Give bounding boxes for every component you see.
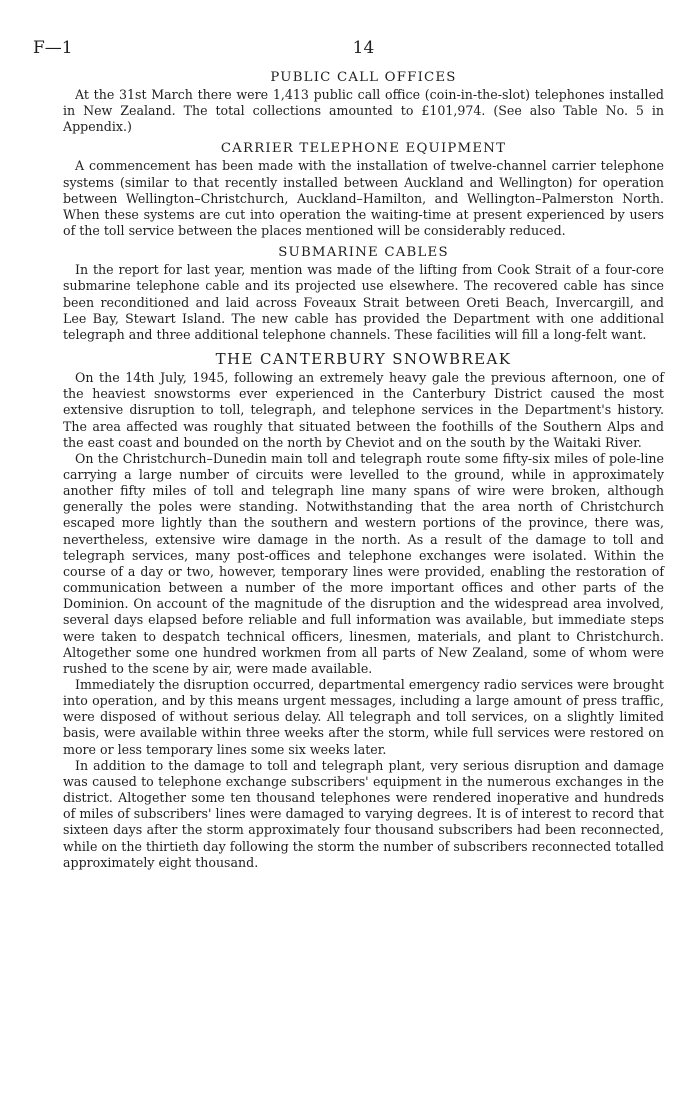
section-public-call-offices [63, 70, 664, 135]
paragraph: On the 14th July, 1945, following an extremely heavy gale the previous afternoon, one of the heaviest snowstorms ever experienced in the Canterbury District caused the most extensive disruption to toll, telegraph, and telephone services in the Department's history. The area affected was roughly that situated between the foothills of the Southern Alps and the east coast and bounded on the north by Cheviot and on the south by the Waitaki River. [63, 370, 664, 450]
page-number: 14 [352, 38, 375, 58]
section-heading: PUBLIC CALL OFFICES [270, 70, 457, 85]
section-heading: SUBMARINE CABLES [278, 245, 449, 261]
section-heading: CARRIER TELEPHONE EQUIPMENT [220, 141, 507, 157]
paragraph: In addition to the damage to toll and telegraph plant, very serious disruption and damage was caused to telephone exchange subscribers' equipment in the numerous exchanges in the district. Altogether some ten thousand telephones were rendered inoperative and hundreds of miles of subscribers' lines were damaged to varying degrees. It is of interest to record that sixteen days after the storm approximately four thousand subscribers had been reconnected, while on the thirtieth day following the storm the number of subscribers reconnected totalled approximately eight thousand. [63, 757, 664, 870]
section-submarine-cables [63, 245, 664, 343]
section-canterbury-snowbreak [63, 350, 664, 871]
paragraph: Immediately the disruption occurred, departmental emergency radio services were brought into operation, and by this means urgent messages, including a large amount of press traffic, were disposed of without serious delay. All telegraph and toll services, on a slightly limited basis, were available within three weeks after the storm, while full services were restored on more or less temporary lines some six weeks later. [63, 677, 664, 757]
section-heading: THE CANTERBURY SNOWBREAK [215, 350, 512, 369]
paragraph: A commencement has been made with the installation of twelve-channel carrier telephone systems (similar to that recently installed between Auckland and Wellington) for operation between Wellington–Christchurch, Auckland–Hamilton, and Wellington–Palmerston North. When these systems are cut into operation the waiting-time at present experienced by users of the toll service between the places mentioned will be considerably reduced. [63, 158, 664, 239]
document-reference: F—1 [33, 38, 73, 58]
paragraph: In the report for last year, mention was made of the lifting from Cook Strait of a four-core submarine telephone cable and its projected use elsewhere. The recovered cable has since been reconditioned and laid across Foveaux Strait between Oreti Beach, Invercargill, and Lee Bay, Stewart Island. The new cable has provided the Department with one additional telegraph and three additional telephone channels. These facilities will fill a long-felt want. [63, 262, 664, 342]
paragraph: On the Christchurch–Dunedin main toll and telegraph route some fifty-six miles of pole-line carrying a large number of circuits were levelled to the ground, while in approximately another fifty miles of toll and telegraph line many spans of wire were broken, although generally the poles were standing. Notwithstanding that the area north of Christchurch escaped more lightly than the southern and western portions of the province, there was, nevertheless, extensive wire damage in the north. As a result of the damage to toll and telegraph services, many post-offices and telephone exchanges were isolated. Within the course of a day or two, however, temporary lines were provided, enabling the restoration of communication between a number of the more important offices and other parts of the Dominion. On account of the magnitude of the disruption and the widespread area involved, several days elapsed before reliable and full information was available, but immediate steps were taken to despatch technical officers, linesmen, materials, and plant to Christchurch. Altogether some one hundred workmen from all parts of New Zealand, some of whom were rushed to the scene by air, were made available. [63, 450, 664, 676]
section-carrier-telephone-equipment [63, 141, 664, 239]
paragraph: At the 31st March there were 1,413 public call office (coin-in-the-slot) telephones installed in New Zealand. The total collections amounted to £101,974. (See also Table No. 5 in Appendix.) [63, 87, 664, 135]
page-header [33, 38, 664, 64]
